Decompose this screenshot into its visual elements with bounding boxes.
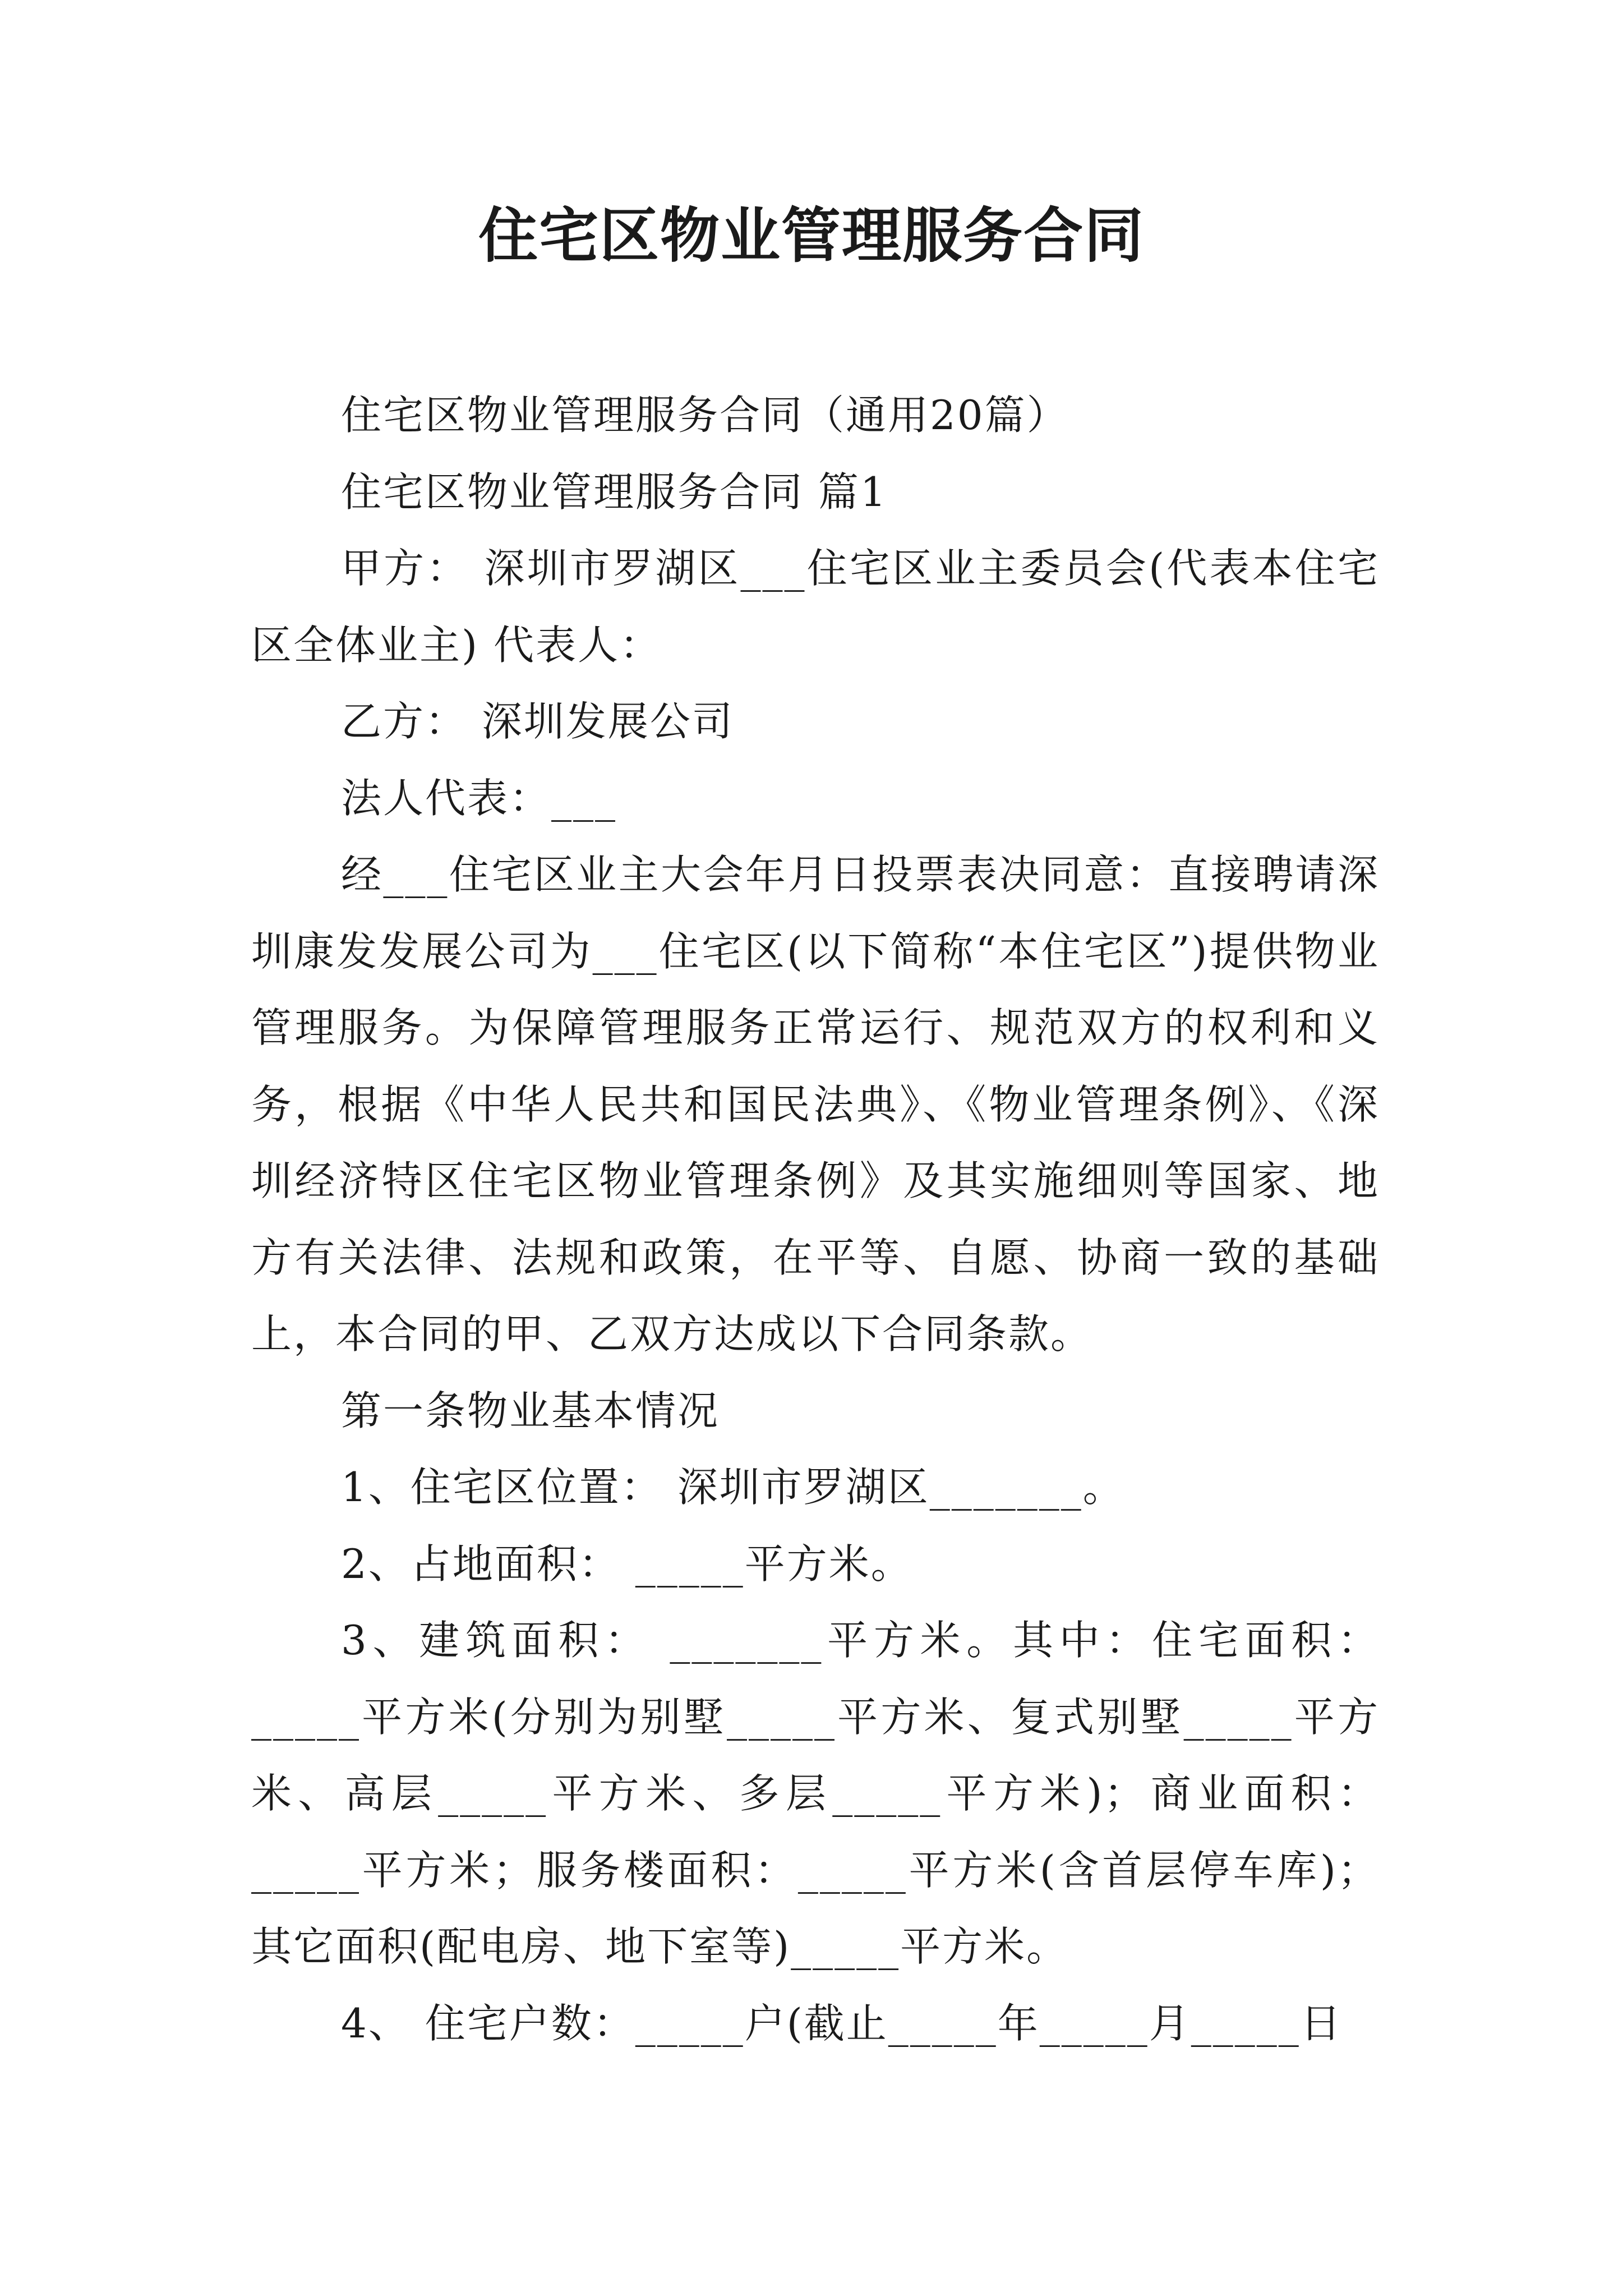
paragraph-item-land-area: 2、占地面积： _____平方米。 [341, 1540, 913, 1588]
paragraph-item-households: 4、 住宅户数：_____户(截止_____年_____月_____日 [341, 1999, 1343, 2047]
document-body [251, 377, 1380, 2062]
document-title: 住宅区物业管理服务合同 [478, 200, 1145, 270]
paragraph-section-heading: 住宅区物业管理服务合同 篇1 [341, 468, 888, 516]
paragraph-legal-representative: 法人代表：___ [341, 774, 617, 822]
paragraph-preamble: 经___住宅区业主大会年月日投票表决同意：直接聘请深圳康发发展公司为___住宅区(以下简称“本住宅区”)提供物业管理服务。为保障管理服务正常运行、规范双方的权利和义务，根据《中华人民共和国民法典》、《物业管理条例》、《深圳经济特区住宅区物业管理条例》及其实施细则等国家、地方有关法律、法规和政策，在平等、自愿、协商一致的基础上，本合同的甲、乙双方达成以下合同条款。 [251, 851, 1380, 1358]
paragraph-party-b: 乙方： 深圳发展公司 [341, 698, 734, 745]
paragraph-item-building-area: 3、建筑面积： _______平方米。其中：住宅面积：_____平方米(分别为别墅_____平方米、复式别墅_____平方米、高层_____平方米、多层_____平方米)；商业面积：_____平方米；服务楼面积：_____平方米(含首层停车库)；其它面积(配电房、地下室等)_____平方米。 [251, 1617, 1380, 1970]
paragraph-party-a: 甲方： 深圳市罗湖区___住宅区业主委员会(代表本住宅区全体业主) 代表人： [251, 545, 1380, 669]
paragraph-article-1-heading: 第一条物业基本情况 [341, 1387, 720, 1434]
paragraph-item-location: 1、住宅区位置： 深圳市罗湖区_______。 [341, 1464, 1125, 1511]
paragraph-subtitle: 住宅区物业管理服务合同（通用20篇） [341, 392, 1069, 439]
